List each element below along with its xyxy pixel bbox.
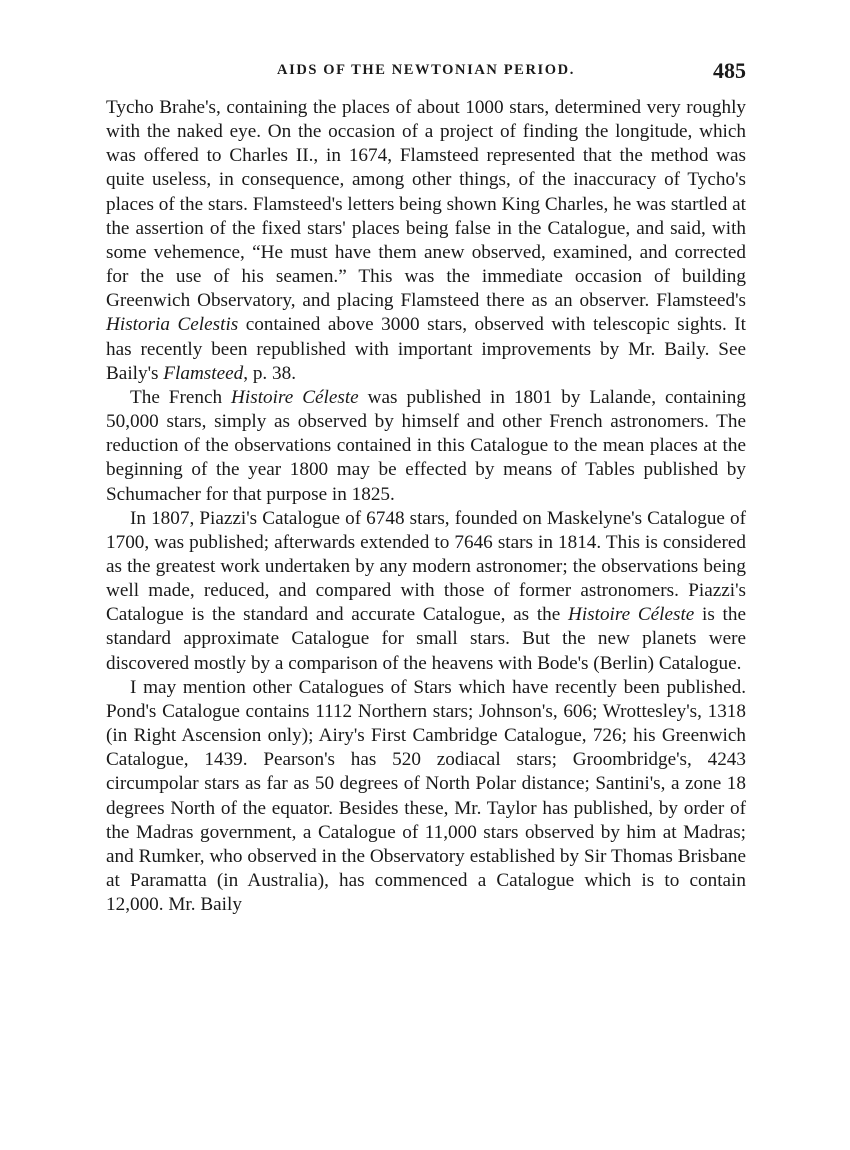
paragraph [106, 507, 746, 676]
text-run: , p. 38. [243, 362, 296, 384]
text-run: is the standard approximate Catalogue for small stars. But the new planets were discovered mostly by a comparison of the heavens with Bode's (Berlin) Catalogue. [106, 604, 746, 674]
italic-title: Histoire Céleste [231, 386, 359, 408]
running-head [106, 58, 746, 88]
text-run: contained above 3000 stars, observed with telescopic sights. It has recently been republished with important improvements by Mr. Baily. See Baily's [106, 314, 746, 384]
paragraph [106, 96, 746, 386]
paragraph [106, 676, 746, 918]
italic-title: Histoire Céleste [567, 604, 695, 626]
body-text [106, 96, 746, 917]
text-run: was published in 1801 by Lalande, containing 50,000 stars, simply as observed by himself and other French astronomers. The reduction of the observations contained in this Catalogue to the mean places at the beginning of the year 1800 may be effected by means of Tables published by Schumacher for that purpose in 1825. [106, 386, 746, 505]
text-run: In 1807, Piazzi's Catalogue of 6748 stars, founded on Maskelyne's Catalogue of 1700, was published; afterwards extended to 7646 stars in 1814. This is considered as the greatest work undertaken by any modern astronomer; the observations being well made, reduced, and compared with those of former astronomers. Piazzi's Catalogue is the standard and accurate Catalogue, as the [106, 507, 746, 626]
text-run: The French [130, 386, 232, 408]
text-run: I may mention other Catalogues of Stars which have recently been published. Pond's Catalogue contains 1112 Northern stars; Johnson's, 606; Wrottesley's, 1318 (in Right Ascension only); Airy's First Cambridge Catalogue, 726; his Greenwich Catalogue, 1439. Pearson's has 520 zodiacal stars; Groombridge's, 4243 circumpolar stars as far as 50 degrees of North Polar distance; Santini's, a zone 18 degrees North of the equator. Besides these, Mr. Taylor has published, by order of the Madras government, a Catalogue of 11,000 stars observed by him at Madras; and Rumker, who observed in the Observatory established by Sir Thomas Brisbane at Paramatta (in Australia), has commenced a Catalogue which is to contain 12,000. Mr. Baily [106, 676, 746, 916]
text-run: Tycho Brahe's, containing the places of about 1000 stars, determined very roughly with the naked eye. On the occasion of a project of finding the longitude, which was offered to Charles II., in 1674, Flamsteed represented that the method was quite useless, in consequence, among other things, of the inaccuracy of Tycho's places of the stars. Flamsteed's letters being shown King Charles, he was startled at the assertion of the fixed stars' places being false in the Catalogue, and said, with some vehemence, “He must have them anew observed, examined, and corrected for the use of his seamen.” This was the immediate occasion of building Greenwich Observatory, and placing Flamsteed there as an observer. Flamsteed's [106, 97, 746, 312]
running-title: AIDS OF THE NEWTONIAN PERIOD. [277, 62, 575, 78]
italic-title: Flamsteed [163, 362, 244, 384]
page-number: 485 [713, 58, 746, 83]
italic-title: Historia Celestis [106, 314, 239, 336]
paragraph [106, 386, 746, 507]
